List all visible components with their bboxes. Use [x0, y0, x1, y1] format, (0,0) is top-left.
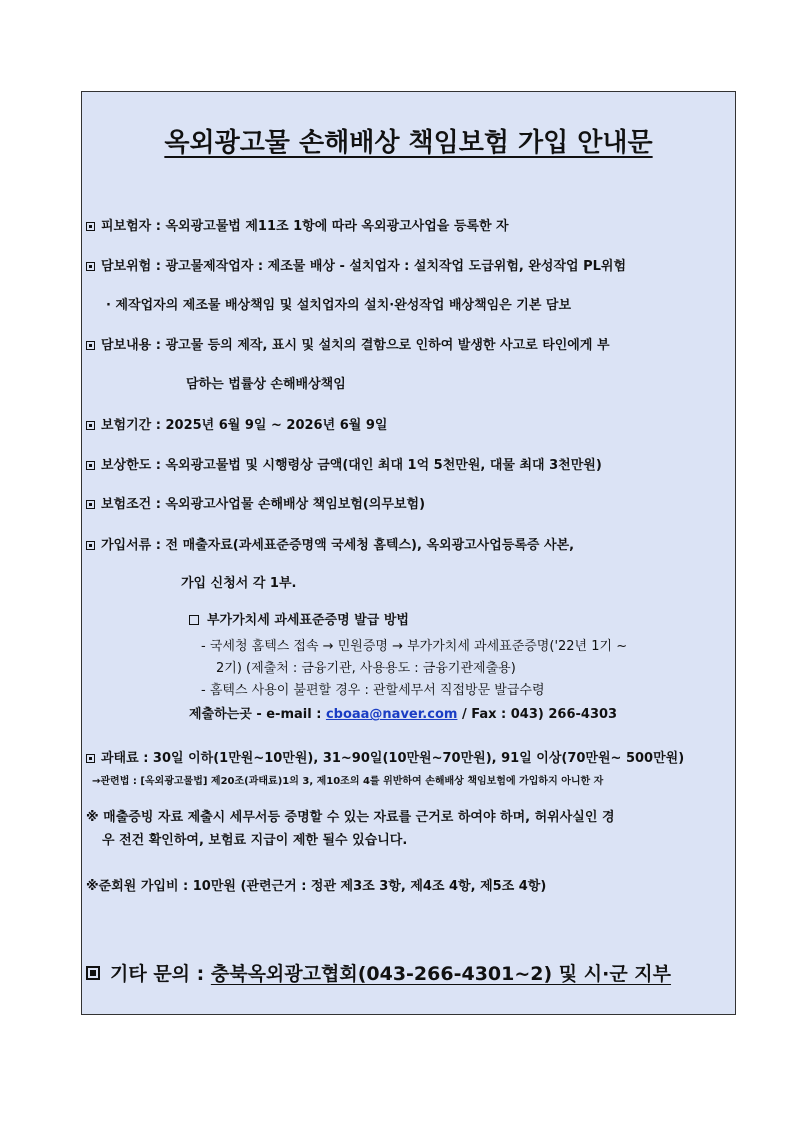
vat-step-1-cont: 2기) (제출처 : 금융기관, 사용용도 : 금융기관제출용): [216, 661, 516, 676]
contact-info: 충북옥외광고협회(043-266-4301~2) 및 시·군 지부: [210, 963, 672, 985]
bullet-icon: [86, 421, 95, 430]
penalty-note: →관련법 : [옥외광고물법] 제20조(과태료)1의 3, 제10조의 4를 위반하여 손해배상 책임보험에 가입하지 아니한 자: [92, 776, 604, 787]
bullet-icon: [86, 222, 95, 231]
bullet-icon: [86, 754, 95, 763]
bullet-icon: [86, 341, 95, 350]
coverage-continuation: 담하는 법률상 손해배상책임: [186, 377, 346, 392]
bullet-icon: [86, 262, 95, 271]
risk-note: · 제작업자의 제조물 배상책임 및 설치업자의 설치·완성작업 배상책임은 기본 담보: [106, 298, 572, 313]
bullet-icon: [86, 500, 95, 509]
insured-item: 피보험자 : 옥외광고물법 제11조 1항에 따라 옥외광고사업을 등록한 자: [86, 219, 509, 235]
vat-heading: 부가가치세 과세표준증명 발급 방법: [189, 613, 409, 629]
penalty-item: 과태료 : 30일 이하(1만원~10만원), 31~90일(10만원~70만원), 91일 이상(70만원~ 500만원): [86, 751, 684, 767]
email-link[interactable]: cboaa@naver.com: [325, 707, 458, 722]
limit-item: 보상한도 : 옥외광고물법 및 시행령상 금액(대인 최대 1억 5천만원, 대물 최대 3천만원): [86, 458, 602, 474]
period-item: 보험기간 : 2025년 6월 9일 ~ 2026년 6월 9일: [86, 418, 387, 434]
coverage-item: 담보내용 : 광고물 등의 제작, 표시 및 설치의 결함으로 인하여 발생한 사고로 타인에게 부: [86, 338, 610, 354]
documents-item: 가입서류 : 전 매출자료(과세표준증명액 국세청 홈텍스), 옥외광고사업등록증 사본,: [86, 538, 574, 554]
vat-step-2: - 홈텍스 사용이 불편할 경우 : 관할세무서 직접방문 발급수령: [201, 683, 545, 698]
submission-info: 제출하는곳 - e-mail : cboaa@naver.com / Fax : 043) 266-4303: [189, 707, 618, 722]
conditions-item: 보험조건 : 옥외광고사업물 손해배상 책임보험(의무보험): [86, 497, 425, 513]
notice-line-2: 우 전건 확인하여, 보험료 지급이 제한 될수 있습니다.: [102, 833, 408, 848]
bullet-icon: [86, 541, 95, 550]
notice-panel: [81, 91, 736, 1015]
vat-step-1: - 국세청 홈텍스 접속 → 민원증명 → 부가가치세 과세표준증명('22년 1기 ~: [201, 639, 628, 654]
notice-line-1: ※ 매출증빙 자료 제출시 세무서등 증명할 수 있는 자료를 근거로 하여야 하며, 허위사실인 경: [86, 810, 615, 825]
membership-fee: ※준회원 가입비 : 10만원 (관련근거 : 정관 제3조 3항, 제4조 4항, 제5조 4항): [86, 879, 547, 894]
inquiry-line: 기타 문의 : 충북옥외광고협회(043-266-4301~2) 및 시·군 지부: [86, 962, 671, 986]
bullet-icon: [86, 966, 100, 980]
checkbox-icon: [189, 615, 199, 625]
bullet-icon: [86, 461, 95, 470]
documents-continuation: 가입 신청서 각 1부.: [181, 576, 297, 591]
risk-item: 담보위험 : 광고물제작업자 : 제조물 배상 - 설치업자 : 설치작업 도급위험, 완성작업 PL위험: [86, 259, 626, 275]
page-title: 옥외광고물 손해배상 책임보험 가입 안내문: [164, 128, 653, 158]
